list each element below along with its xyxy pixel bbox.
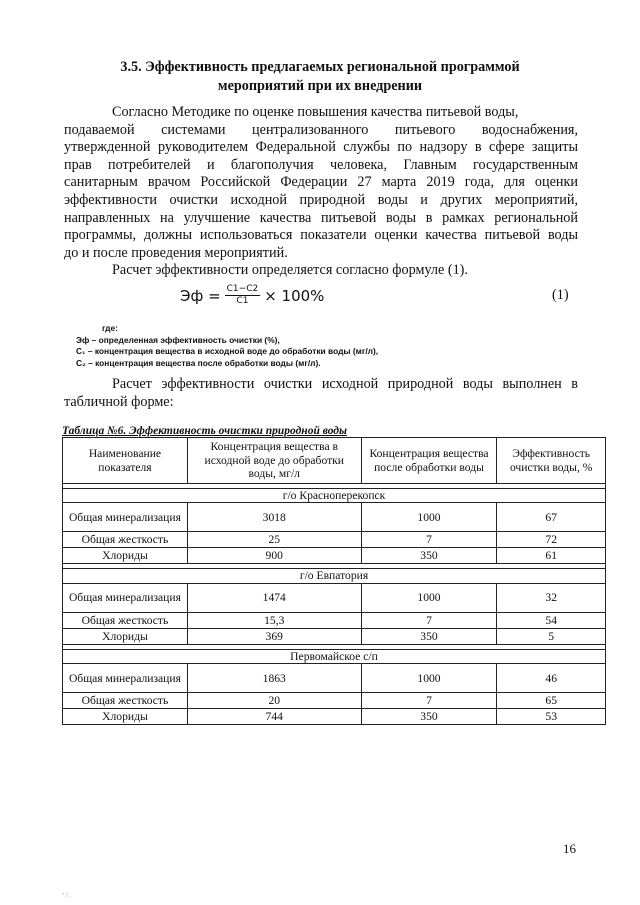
formula-intro: Расчет эффективности определяется согласно формуле (1).	[112, 262, 468, 279]
definitions-where: где:	[102, 323, 118, 333]
paragraph-line: утвержденной руководителем Федеральной службы по надзору в сфере защиты	[64, 139, 578, 156]
cell-efficiency: 53	[497, 709, 606, 725]
paragraph-line: эффективности очистки исходной природной воды и других мероприятий,	[64, 191, 578, 208]
table-row	[63, 693, 606, 709]
table-row	[63, 548, 606, 564]
group-header-row	[63, 489, 606, 503]
cell-concentration-before: 1863	[187, 664, 361, 693]
cell-concentration-before: 1474	[187, 583, 361, 612]
table-row	[63, 628, 606, 644]
cell-indicator: Общая минерализация	[63, 583, 188, 612]
paragraph-line: табличной форме:	[64, 393, 174, 410]
cell-concentration-before: 15,3	[187, 612, 361, 628]
cell-indicator: Общая жесткость	[63, 693, 188, 709]
group-header-row	[63, 649, 606, 663]
group-name: Первомайское с/п	[63, 649, 606, 663]
cell-concentration-after: 1000	[361, 503, 497, 532]
table-body	[63, 484, 606, 725]
cell-concentration-before: 3018	[187, 503, 361, 532]
cell-concentration-after: 350	[361, 628, 497, 644]
cell-efficiency: 65	[497, 693, 606, 709]
definition-item: C₁ – концентрация вещества в исходной воде до обработки воды (мг/л),	[76, 346, 379, 356]
formula-numerator: C1−C2	[226, 284, 259, 294]
table-row	[63, 709, 606, 725]
section-heading	[60, 58, 580, 96]
cell-efficiency: 72	[497, 532, 606, 548]
cell-efficiency: 54	[497, 612, 606, 628]
page-number: 16	[563, 841, 576, 856]
cell-concentration-before: 900	[187, 548, 361, 564]
cell-efficiency: 32	[497, 583, 606, 612]
definition-item: C₂ – концентрация вещества после обработки воды (мг/л).	[76, 357, 321, 368]
paragraph-line: Расчет эффективности очистки исходной природной воды выполнен в	[112, 376, 578, 392]
formula-rhs: × 100%	[264, 286, 325, 305]
cell-concentration-after: 7	[361, 693, 497, 709]
corner-mark: " ! .	[62, 893, 71, 899]
cell-efficiency: 67	[497, 503, 606, 532]
header-concentration-before: Концентрация вещества в исходной воде до обработки воды, мг/л	[187, 438, 361, 484]
cell-concentration-after: 350	[361, 548, 497, 564]
cell-concentration-before: 744	[187, 709, 361, 725]
paragraph-line: до и после проведения мероприятий.	[64, 244, 288, 261]
header-efficiency: Эффективность очистки воды, %	[497, 438, 606, 484]
paragraph-line: программы, должны использоваться показатели оценки качества питьевой воды	[64, 227, 578, 244]
cell-indicator: Общая минерализация	[63, 503, 188, 532]
group-name: г/о Красноперекопск	[63, 489, 606, 503]
cell-indicator: Хлориды	[63, 548, 188, 564]
group-header-row	[63, 569, 606, 583]
cell-efficiency: 61	[497, 548, 606, 564]
table-row	[63, 664, 606, 693]
table-intro-paragraph	[64, 376, 578, 411]
efficiency-formula	[180, 284, 324, 307]
cell-efficiency: 5	[497, 628, 606, 644]
formula-number: (1)	[552, 287, 569, 303]
cell-concentration-after: 1000	[361, 664, 497, 693]
cell-concentration-after: 1000	[361, 583, 497, 612]
table-row	[63, 532, 606, 548]
header-indicator: Наименование показателя	[63, 438, 188, 484]
paragraph-line: направленных на улучшение качества питьевой воды в рамках региональной	[64, 209, 578, 226]
paragraph-line: санитарным врачом Российской Федерации 27 марта 2019 года, для оценки	[64, 174, 578, 191]
table-row	[63, 583, 606, 612]
efficiency-table	[62, 437, 606, 725]
table-header-row	[63, 438, 606, 484]
definition-item: Эф – определенная эффективность очистки (%),	[76, 334, 280, 345]
cell-indicator: Общая минерализация	[63, 664, 188, 693]
cell-concentration-before: 20	[187, 693, 361, 709]
cell-concentration-before: 25	[187, 532, 361, 548]
group-name: г/о Евпатория	[63, 569, 606, 583]
intro-paragraph	[64, 104, 578, 280]
formula-denominator: C1	[236, 296, 249, 306]
formula-lhs: Эф =	[180, 286, 221, 305]
table-row	[63, 503, 606, 532]
formula-fraction	[225, 284, 261, 307]
section-heading-line-2: мероприятий при их внедрении	[217, 78, 423, 94]
table-row	[63, 612, 606, 628]
cell-concentration-after: 7	[361, 612, 497, 628]
paragraph-line: Согласно Методике по оценке повышения качества питьевой воды,	[112, 104, 519, 120]
cell-indicator: Общая жесткость	[63, 532, 188, 548]
paragraph-line: прав потребителей и благополучия человека, Главным государственным	[64, 156, 578, 173]
cell-indicator: Хлориды	[63, 628, 188, 644]
cell-indicator: Общая жесткость	[63, 612, 188, 628]
cell-efficiency: 46	[497, 664, 606, 693]
cell-concentration-before: 369	[187, 628, 361, 644]
cell-indicator: Хлориды	[63, 709, 188, 725]
paragraph-line: подаваемой системами централизованного питьевого водоснабжения,	[64, 121, 578, 138]
cell-concentration-after: 7	[361, 532, 497, 548]
cell-concentration-after: 350	[361, 709, 497, 725]
header-concentration-after: Концентрация вещества после обработки воды	[361, 438, 497, 484]
section-heading-line-1: 3.5. Эффективность предлагаемых региональной программой	[120, 59, 520, 75]
formula-definitions	[76, 323, 378, 369]
table-caption: Таблица №6. Эффективность очистки природной воды	[62, 425, 347, 437]
